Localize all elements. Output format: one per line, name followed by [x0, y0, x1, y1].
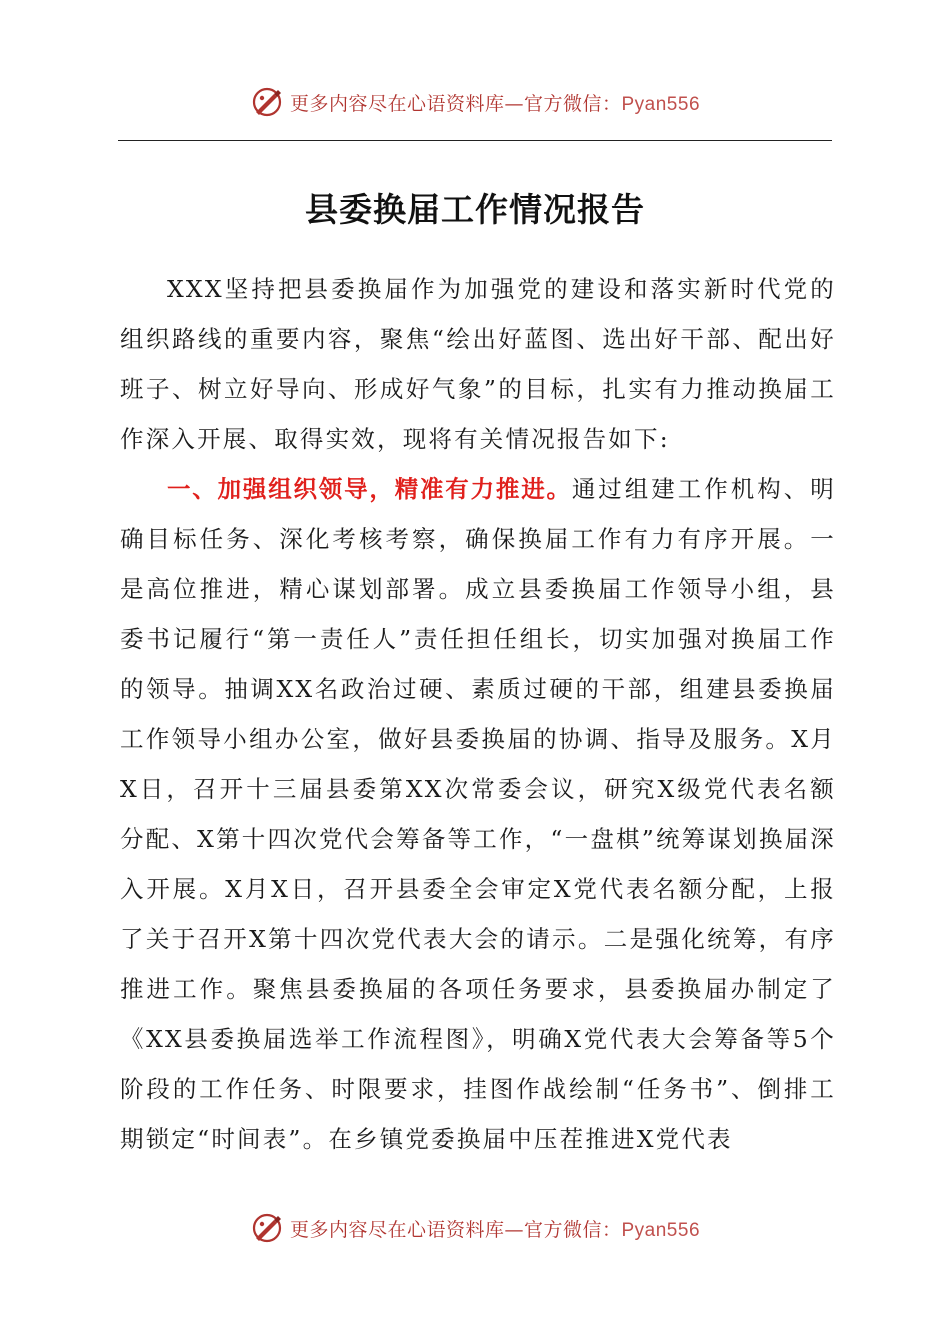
banner-text-id: Pyan556 — [621, 93, 701, 115]
banner-text-cn: 更多内容尽在心语资料库—官方微信： — [289, 92, 622, 115]
header-divider — [118, 140, 832, 141]
intro-paragraph: XXX坚持把县委换届作为加强党的建设和落实新时代党的组织路线的重要内容，聚焦“绘出好蓝图、选出好干部、配出好班子、树立好导向、形成好气象”的目标，扎实有力推动换届工作深入开展、取得实效，现将有关情况报告如下: — [120, 275, 836, 453]
banner-text-id: Pyan556 — [621, 1219, 701, 1241]
banner-text — [290, 89, 700, 116]
section-1-body: 通过组建工作机构、明确目标任务、深化考核考察，确保换届工作有力有序开展。一是高位推进，精心谋划部署。成立县委换届工作领导小组，县委书记履行“第一责任人”责任担任组长，切实加强对换届工作的领导。抽调XX名政治过硬、素质过硬的干部，组建县委换届工作领导小组办公室，做好县委换届的协调、指导及服务。X月X日，召开十三届县委第XX次常委会议，研究X级党代表名额分配、X第十四次党代会筹备等工作，“一盘棋”统筹谋划换届深入开展。X月X日，召开县委全会审定X党代表名额分配，上报了关于召开X第十四次党代表大会的请示。二是强化统筹，有序推进工作。聚焦县委换届的各项任务要求，县委换届办制定了《XX县委换届选举工作流程图》，明确X党代表大会筹备等5个阶段的工作任务、时限要求，挂图作战绘制“任务书”、倒排工期锁定“时间表”。在乡镇党委换届中压茬推进X党代表 — [120, 475, 837, 1153]
banner-text-cn: 更多内容尽在心语资料库—官方微信： — [289, 1218, 622, 1241]
banner-text — [290, 1215, 700, 1242]
document-title: 县委换届工作情况报告 — [305, 190, 645, 229]
header-watermark-banner — [0, 80, 950, 124]
pen-circle-logo-icon — [250, 85, 284, 119]
pen-circle-logo-icon — [250, 1211, 284, 1245]
document-body — [120, 264, 836, 1164]
section-1-heading: 一、加强组织领导，精准有力推进。 — [167, 475, 572, 503]
section-1-paragraph — [120, 464, 836, 1164]
footer-watermark-banner — [0, 1206, 950, 1250]
